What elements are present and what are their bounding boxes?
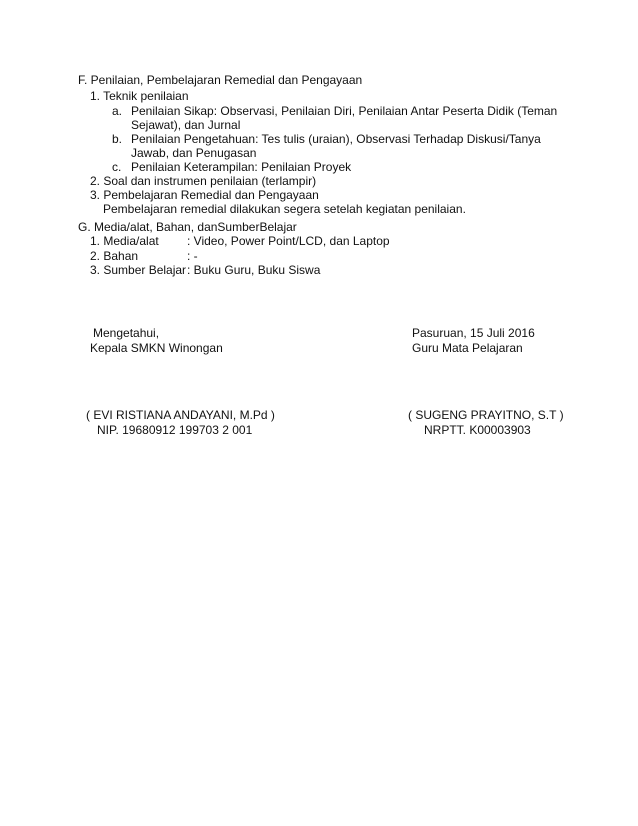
sumber-row-label: 3. Sumber Belajar — [90, 263, 187, 277]
signature-left-id: NIP. 19680912 199703 2 001 — [97, 423, 253, 437]
bahan-row-value: : - — [187, 249, 198, 263]
item-1b-line-1: Penilaian Pengetahuan: Tes tulis (uraian), Observasi Terhadap Diskusi/Tanya — [131, 132, 541, 146]
item-1a-line-2: Sejawat), dan Jurnal — [131, 118, 241, 132]
item-1b-line-2: Jawab, dan Penugasan — [131, 146, 257, 160]
signature-left-name: ( EVI RISTIANA ANDAYANI, M.Pd ) — [86, 408, 275, 422]
signature-right-line-2: Guru Mata Pelajaran — [412, 341, 523, 355]
section-f-item-2: 2. Soal dan instrumen penilaian (terlampir) — [90, 174, 317, 188]
item-1c-line-1: Penilaian Keterampilan: Penilaian Proyek — [131, 160, 352, 174]
media-row-label: 1. Media/alat — [90, 234, 159, 248]
bahan-row-label: 2. Bahan — [90, 249, 139, 263]
section-f-heading: F. Penilaian, Pembelajaran Remedial dan Pengayaan — [78, 73, 363, 87]
list-marker-c: c. — [112, 160, 122, 174]
signature-right-line-1: Pasuruan, 15 Juli 2016 — [412, 326, 535, 340]
section-g-heading: G. Media/alat, Bahan, danSumberBelajar — [78, 220, 297, 234]
section-f-item-1: 1. Teknik penilaian — [90, 89, 189, 103]
signature-left-line-1: Mengetahui, — [93, 326, 160, 340]
signature-right-name: ( SUGENG PRAYITNO, S.T ) — [408, 408, 564, 422]
signature-right-id: NRPTT. K00003903 — [424, 423, 531, 437]
signature-left-line-2: Kepala SMKN Winongan — [90, 341, 223, 355]
section-f-item-3: 3. Pembelajaran Remedial dan Pengayaan — [90, 188, 319, 202]
media-row-value: : Video, Power Point/LCD, dan Laptop — [187, 234, 390, 248]
sumber-row-value: : Buku Guru, Buku Siswa — [187, 263, 321, 277]
item-1a-line-1: Penilaian Sikap: Observasi, Penilaian Diri, Penilaian Antar Peserta Didik (Teman — [131, 104, 558, 118]
list-marker-b: b. — [112, 132, 123, 146]
section-f-item-3-description: Pembelajaran remedial dilakukan segera setelah kegiatan penilaian. — [103, 202, 466, 216]
list-marker-a: a. — [112, 104, 123, 118]
